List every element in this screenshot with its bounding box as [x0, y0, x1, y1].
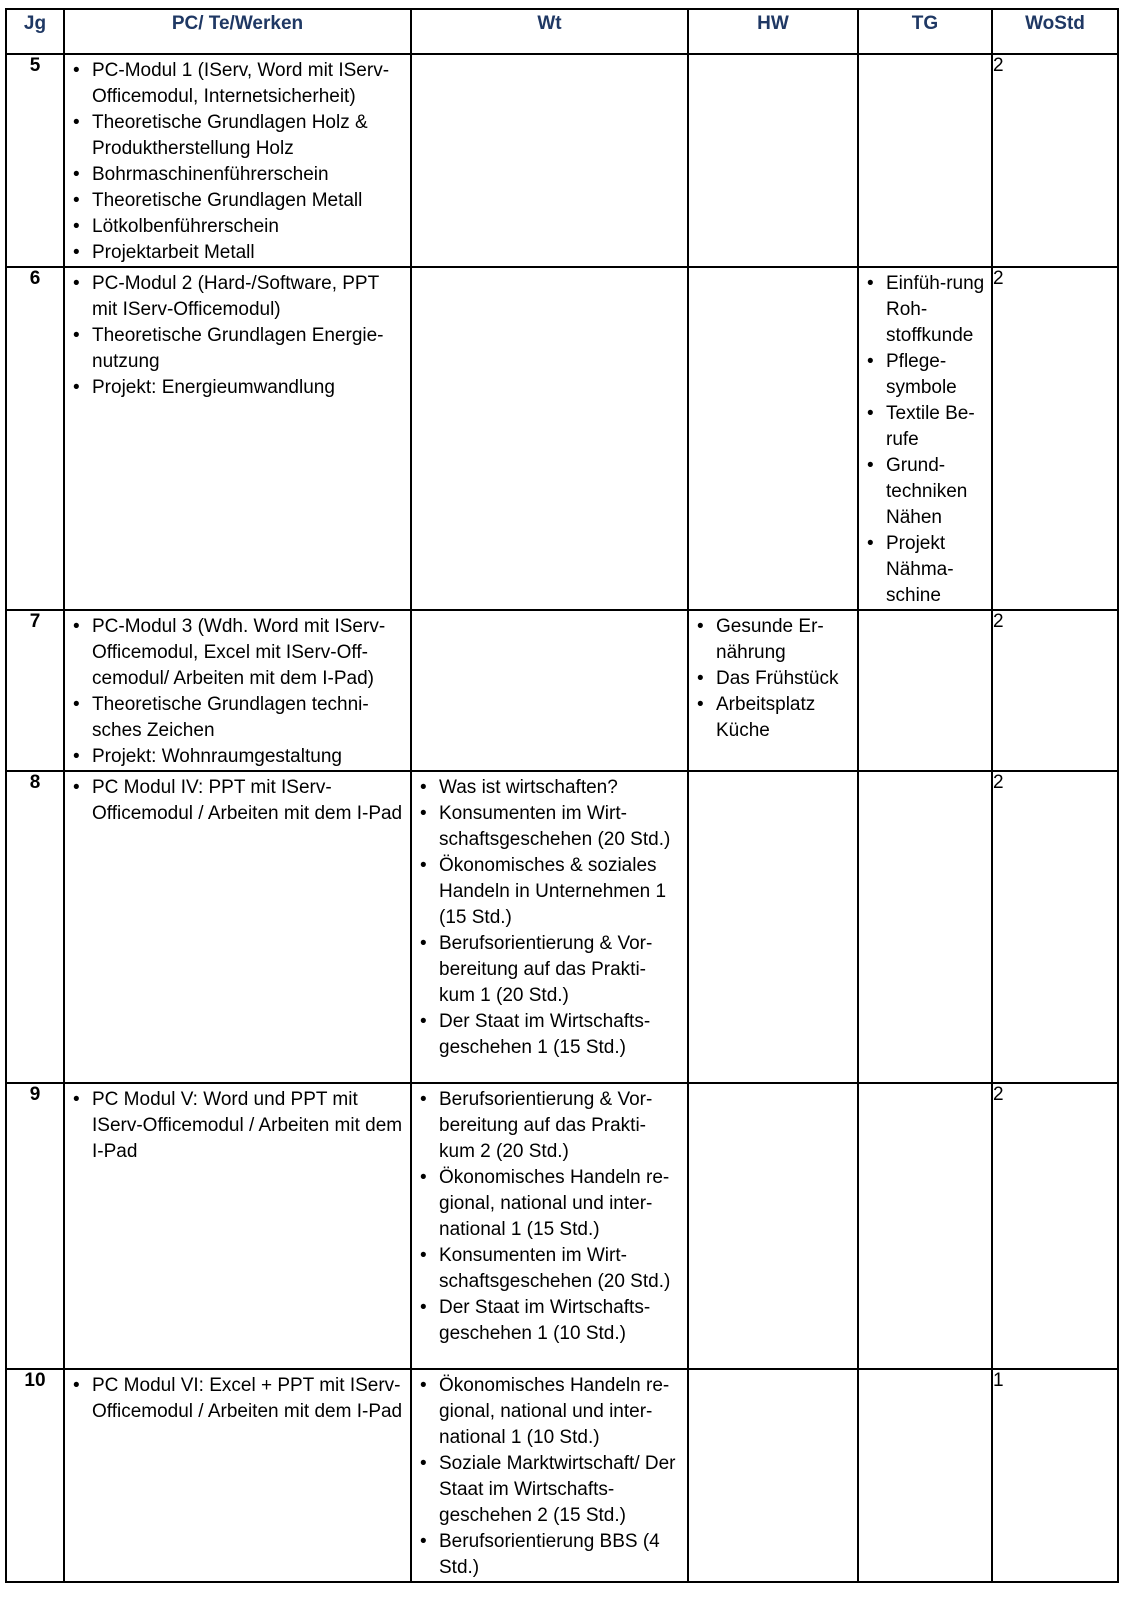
pc-cell: [64, 1369, 411, 1582]
wostd-cell: 2: [992, 610, 1118, 771]
tg-cell: [858, 267, 992, 610]
list-item: • Was ist wirtschaften?: [439, 775, 681, 801]
hw-cell: [688, 267, 858, 610]
pc-list: [65, 1370, 410, 1425]
curriculum-table: [5, 8, 1119, 1583]
list-item: • Projekt: Energieumwandlung: [92, 375, 404, 401]
wt-cell: [411, 267, 688, 610]
grade-cell: 8: [6, 771, 64, 1083]
list-item: • PC-Modul 1 (IServ, Word mit IServ-Officemodul, Internetsicherheit): [92, 58, 404, 110]
list-item: • Projektarbeit Metall: [92, 240, 404, 266]
list-item: • Ökonomisches & soziales Handeln in Unternehmen 1 (15 Std.): [439, 853, 681, 931]
hw-cell: [688, 1369, 858, 1582]
header-wostd: WoStd: [992, 9, 1118, 54]
table-row: [6, 771, 1118, 1083]
list-item: • PC Modul IV: PPT mit IServ-Officemodul / Arbeiten mit dem I-Pad: [92, 775, 404, 827]
wostd-cell: 2: [992, 1083, 1118, 1369]
list-item: • Projekt Nähma-schine: [886, 531, 987, 609]
header-row: [6, 9, 1118, 54]
list-item: • Textile Be-rufe: [886, 401, 987, 453]
list-item: • Ökonomisches Handeln re-gional, national und inter-national 1 (10 Std.): [439, 1373, 681, 1451]
pc-list: [65, 772, 410, 827]
grade-cell: 10: [6, 1369, 64, 1582]
list-item: • Konsumenten im Wirt-schaftsgeschehen (20 Std.): [439, 1243, 681, 1295]
tg-cell: [858, 610, 992, 771]
wt-cell: [411, 610, 688, 771]
list-item: • Theoretische Grundlagen Metall: [92, 188, 404, 214]
list-item: • Pflege-symbole: [886, 349, 987, 401]
list-item: • Projekt: Wohnraumgestaltung: [92, 744, 404, 770]
list-item: • Ökonomisches Handeln re-gional, national und inter-national 1 (15 Std.): [439, 1165, 681, 1243]
table-body: [6, 54, 1118, 1582]
tg-cell: [858, 1369, 992, 1582]
grade-cell: 5: [6, 54, 64, 267]
header-tg: TG: [858, 9, 992, 54]
table-row: [6, 610, 1118, 771]
wostd-cell: 1: [992, 1369, 1118, 1582]
pc-cell: [64, 610, 411, 771]
wostd-cell: 2: [992, 771, 1118, 1083]
list-item: • Theoretische Grundlagen Holz & Produktherstellung Holz: [92, 110, 404, 162]
list-item: • PC-Modul 3 (Wdh. Word mit IServ-Officemodul, Excel mit IServ-Off-cemodul/ Arbeiten mit dem I-Pad): [92, 614, 404, 692]
wt-cell: [411, 771, 688, 1083]
pc-cell: [64, 771, 411, 1083]
header-jg: Jg: [6, 9, 64, 54]
list-item: • Lötkolbenführerschein: [92, 214, 404, 240]
wt-list: [412, 772, 687, 1061]
table-row: [6, 54, 1118, 267]
list-item: • PC Modul V: Word und PPT mit IServ-Officemodul / Arbeiten mit dem I-Pad: [92, 1087, 404, 1165]
wt-list: [412, 1370, 687, 1581]
header-hw: HW: [688, 9, 858, 54]
hw-cell: [688, 54, 858, 267]
header-pc: PC/ Te/Werken: [64, 9, 411, 54]
tg-cell: [858, 54, 992, 267]
pc-list: [65, 1084, 410, 1165]
pc-cell: [64, 54, 411, 267]
pc-cell: [64, 267, 411, 610]
hw-cell: [688, 1083, 858, 1369]
wt-list: [412, 1084, 687, 1347]
list-item: • Berufsorientierung BBS (4 Std.): [439, 1529, 681, 1581]
hw-cell: [688, 610, 858, 771]
wt-cell: [411, 1083, 688, 1369]
table-row: [6, 267, 1118, 610]
list-item: • Konsumenten im Wirt-schaftsgeschehen (20 Std.): [439, 801, 681, 853]
list-item: • PC Modul VI: Excel + PPT mit IServ-Officemodul / Arbeiten mit dem I-Pad: [92, 1373, 404, 1425]
hw-list: [689, 611, 857, 744]
pc-cell: [64, 1083, 411, 1369]
tg-cell: [858, 771, 992, 1083]
list-item: • Theoretische Grundlagen Energie-nutzung: [92, 323, 404, 375]
list-item: • Der Staat im Wirtschafts-geschehen 1 (10 Std.): [439, 1295, 681, 1347]
pc-list: [65, 55, 410, 266]
list-item: • Gesunde Er-nährung: [716, 614, 853, 666]
list-item: • Berufsorientierung & Vor-bereitung auf das Prakti-kum 2 (20 Std.): [439, 1087, 681, 1165]
list-item: • Einfüh-rung Roh-stoffkunde: [886, 271, 987, 349]
wt-cell: [411, 1369, 688, 1582]
list-item: • Arbeitsplatz Küche: [716, 692, 853, 744]
list-item: • Bohrmaschinenführerschein: [92, 162, 404, 188]
wostd-cell: 2: [992, 267, 1118, 610]
list-item: • Soziale Marktwirtschaft/ Der Staat im Wirtschafts-geschehen 2 (15 Std.): [439, 1451, 681, 1529]
pc-list: [65, 268, 410, 401]
tg-list: [859, 268, 991, 609]
list-item: • Der Staat im Wirtschafts-geschehen 1 (15 Std.): [439, 1009, 681, 1061]
list-item: • PC-Modul 2 (Hard-/Software, PPT mit IServ-Officemodul): [92, 271, 404, 323]
wt-cell: [411, 54, 688, 267]
list-item: • Das Frühstück: [716, 666, 853, 692]
list-item: • Grund-techniken Nähen: [886, 453, 987, 531]
list-item: • Theoretische Grundlagen techni-sches Zeichen: [92, 692, 404, 744]
hw-cell: [688, 771, 858, 1083]
grade-cell: 7: [6, 610, 64, 771]
pc-list: [65, 611, 410, 770]
table-row: [6, 1369, 1118, 1582]
grade-cell: 6: [6, 267, 64, 610]
grade-cell: 9: [6, 1083, 64, 1369]
table-row: [6, 1083, 1118, 1369]
header-wt: Wt: [411, 9, 688, 54]
wostd-cell: 2: [992, 54, 1118, 267]
tg-cell: [858, 1083, 992, 1369]
list-item: • Berufsorientierung & Vor-bereitung auf das Prakti-kum 1 (20 Std.): [439, 931, 681, 1009]
